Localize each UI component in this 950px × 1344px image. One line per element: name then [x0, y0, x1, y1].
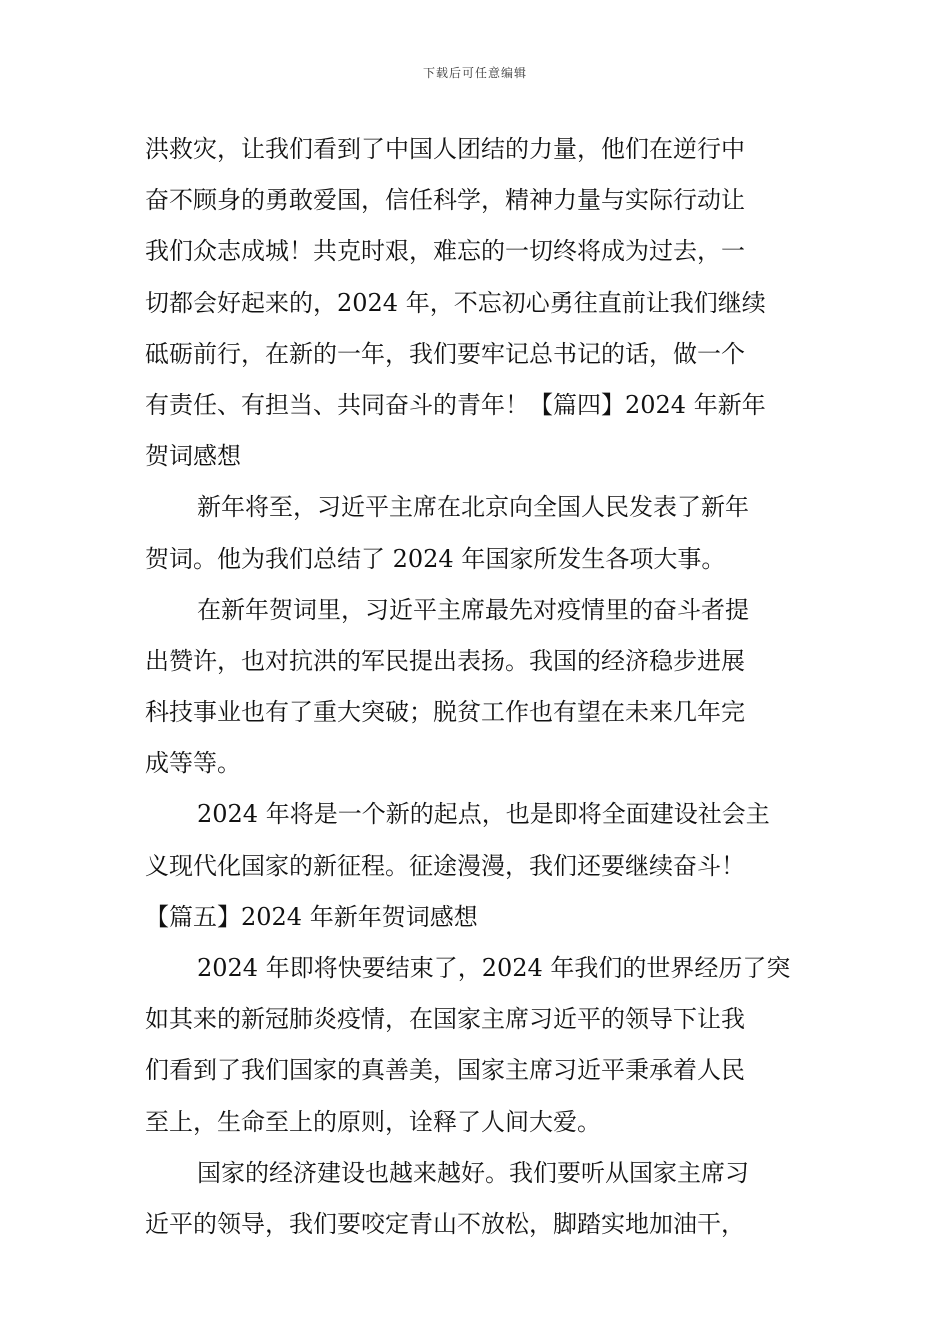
text-line: 贺词感想	[145, 442, 241, 471]
text-line: 在新年贺词里，习近平主席最先对疫情里的奋斗者提	[197, 595, 749, 624]
text-line: 至上，生命至上的原则，诠释了人间大爱。	[145, 1107, 601, 1136]
text-line: 【篇五】2024 年新年贺词感想	[145, 902, 478, 931]
text-line: 贺词。他为我们总结了 2024 年国家所发生各项大事。	[145, 544, 726, 573]
page-header: 下载后可任意编辑	[422, 66, 527, 80]
text-line: 新年将至，习近平主席在北京向全国人民发表了新年	[197, 493, 749, 522]
text-line: 奋不顾身的勇敢爱国，信任科学，精神力量与实际行动让	[145, 186, 745, 215]
text-line: 如其来的新冠肺炎疫情，在国家主席习近平的领导下让我	[145, 1005, 745, 1034]
text-line: 我们众志成城！共克时艰，难忘的一切终将成为过去，一	[145, 237, 745, 266]
document-body	[145, 124, 805, 1250]
text-line: 2024 年即将快要结束了，2024 年我们的世界经历了突	[197, 954, 791, 982]
text-line: 砥砺前行，在新的一年，我们要牢记总书记的话，做一个	[145, 339, 745, 368]
text-line: 出赞许，也对抗洪的军民提出表扬。我国的经济稳步进展	[145, 646, 745, 675]
text-line: 近平的领导，我们要咬定青山不放松，脚踏实地加油干，	[145, 1209, 745, 1238]
text-line: 切都会好起来的，2024 年，不忘初心勇往直前让我们继续	[145, 288, 766, 317]
text-line: 成等等。	[145, 749, 241, 778]
text-line: 义现代化国家的新征程。征途漫漫，我们还要继续奋斗！	[145, 851, 745, 880]
text-line: 洪救灾，让我们看到了中国人团结的力量，他们在逆行中	[145, 135, 745, 163]
text-line: 有责任、有担当、共同奋斗的青年！【篇四】2024 年新年	[145, 390, 766, 419]
text-line: 科技事业也有了重大突破；脱贫工作也有望在未来几年完	[145, 698, 745, 727]
text-line: 2024 年将是一个新的起点，也是即将全面建设社会主	[197, 800, 770, 829]
text-line: 国家的经济建设也越来越好。我们要听从国家主席习	[197, 1158, 749, 1187]
text-line: 们看到了我们国家的真善美，国家主席习近平秉承着人民	[145, 1056, 745, 1085]
